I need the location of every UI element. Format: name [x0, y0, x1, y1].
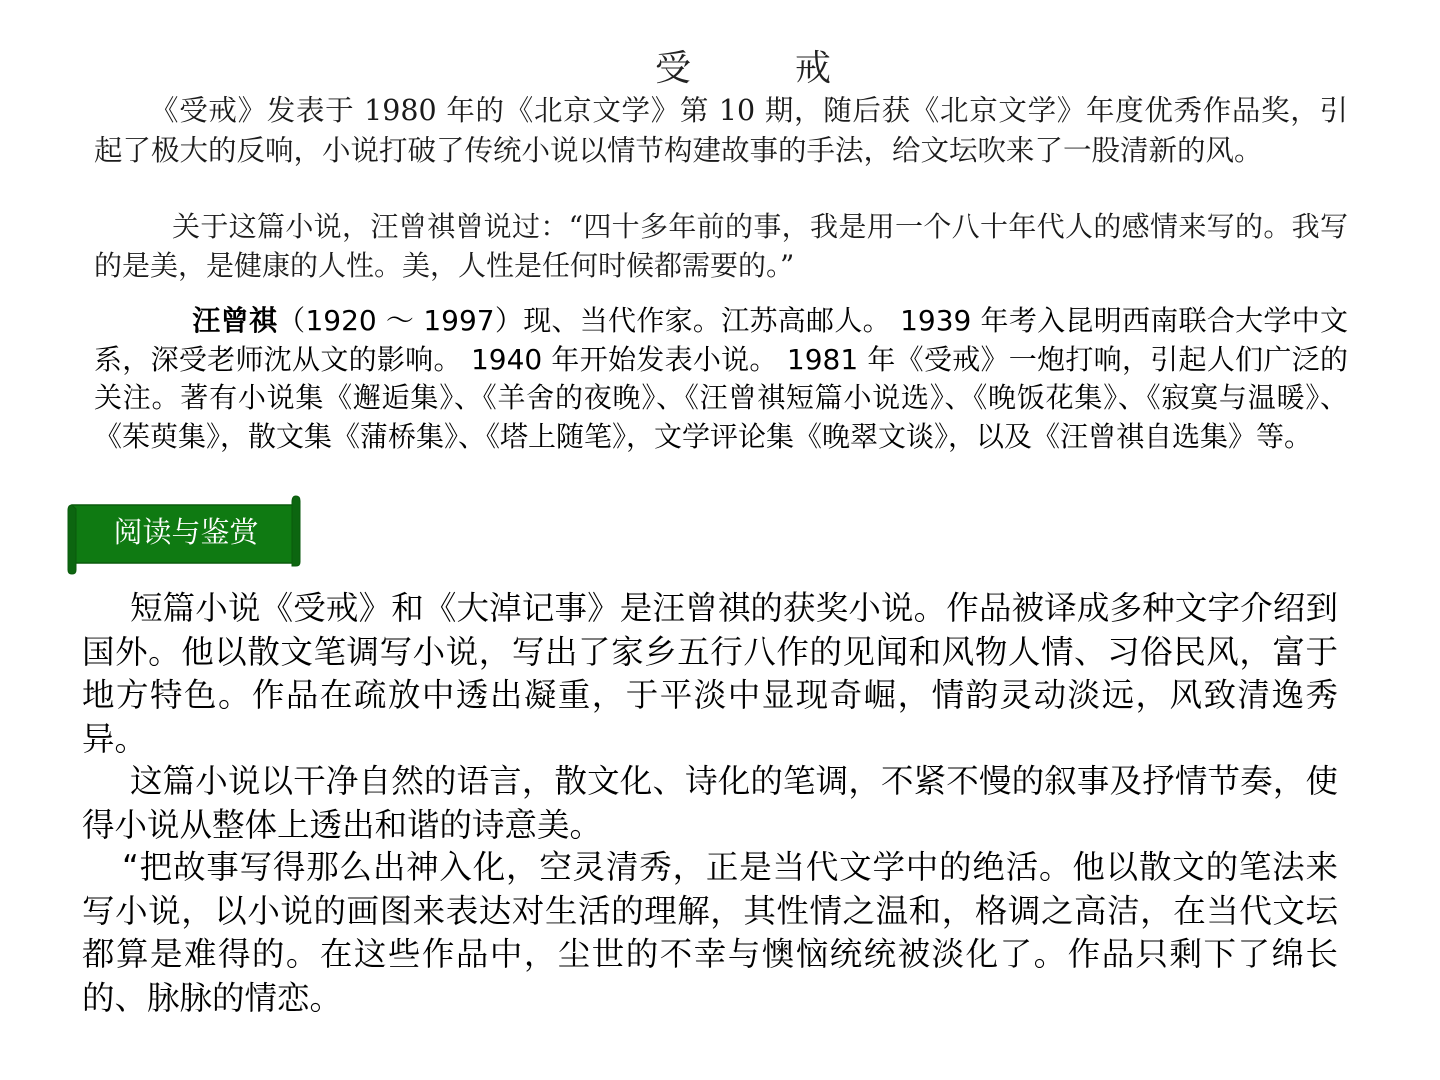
intro-paragraph-publication: 《受戒》发表于 1980 年的《北京文学》第 10 期，随后获《北京文学》年度优秀作品奖，引起了极大的反响，小说打破了传统小说以情节构建故事的手法，给文坛吹来了一股清新的风。 [94, 94, 1348, 167]
author-bio-text: （1920 ～ 1997）现、当代作家。江苏高邮人。 1939 年考入昆明西南联合大学中文系，深受老师沈从文的影响。 1940 年开始发表小说。 1981 年《受戒》一炮打响，引起人们广泛的关注。著有小说集《邂逅集》、《羊舍的夜晚》、《汪曾祺短篇小说选》、《晚饭花集》、《寂寞与温暖》、《茱萸集》，散文集《蒲桥集》、《塔上随笔》，文学评论集《晚翠文谈》，以及《汪曾祺自选集》等。 [94, 304, 1348, 453]
analysis-paragraph-3: “把故事写得那么出神入化，空灵清秀，正是当代文学中的绝活。他以散文的笔法来写小说，以小说的画图来表达对生活的理解，其性情之温和，格调之高洁，在当代文坛都算是难得的。在这些作品中，尘世的不幸与懊恼统统被淡化了。作品只剩下了绵长的、脉脉的情恋。 [82, 848, 1338, 1017]
analysis-paragraph-1: 短篇小说《受戒》和《大淖记事》是汪曾祺的获奖小说。作品被译成多种文字介绍到国外。他以散文笔调写小说，写出了家乡五行八作的见闻和风物人情、习俗民风，富于地方特色。作品在疏放中透出凝重，于平淡中显现奇崛，情韵灵动淡远，风致清逸秀异。 [82, 589, 1338, 758]
analysis-paragraph-2: 这篇小说以干净自然的语言，散文化、诗化的笔调，不紧不慢的叙事及抒情节奏，使得小说从整体上透出和谐的诗意美。 [82, 762, 1338, 844]
section-banner-label: 阅读与鉴赏 [113, 515, 259, 549]
author-bio [94, 302, 1348, 456]
section-banner [66, 494, 302, 576]
author-name: 汪曾祺 [192, 304, 278, 337]
page-title: 受 戒 [654, 48, 865, 89]
intro-paragraph-author-quote: 关于这篇小说，汪曾祺曾说过：“四十多年前的事，我是用一个八十年代人的感情来写的。我写的是美，是健康的人性。美，人性是任何时候都需要的。” [94, 210, 1348, 282]
